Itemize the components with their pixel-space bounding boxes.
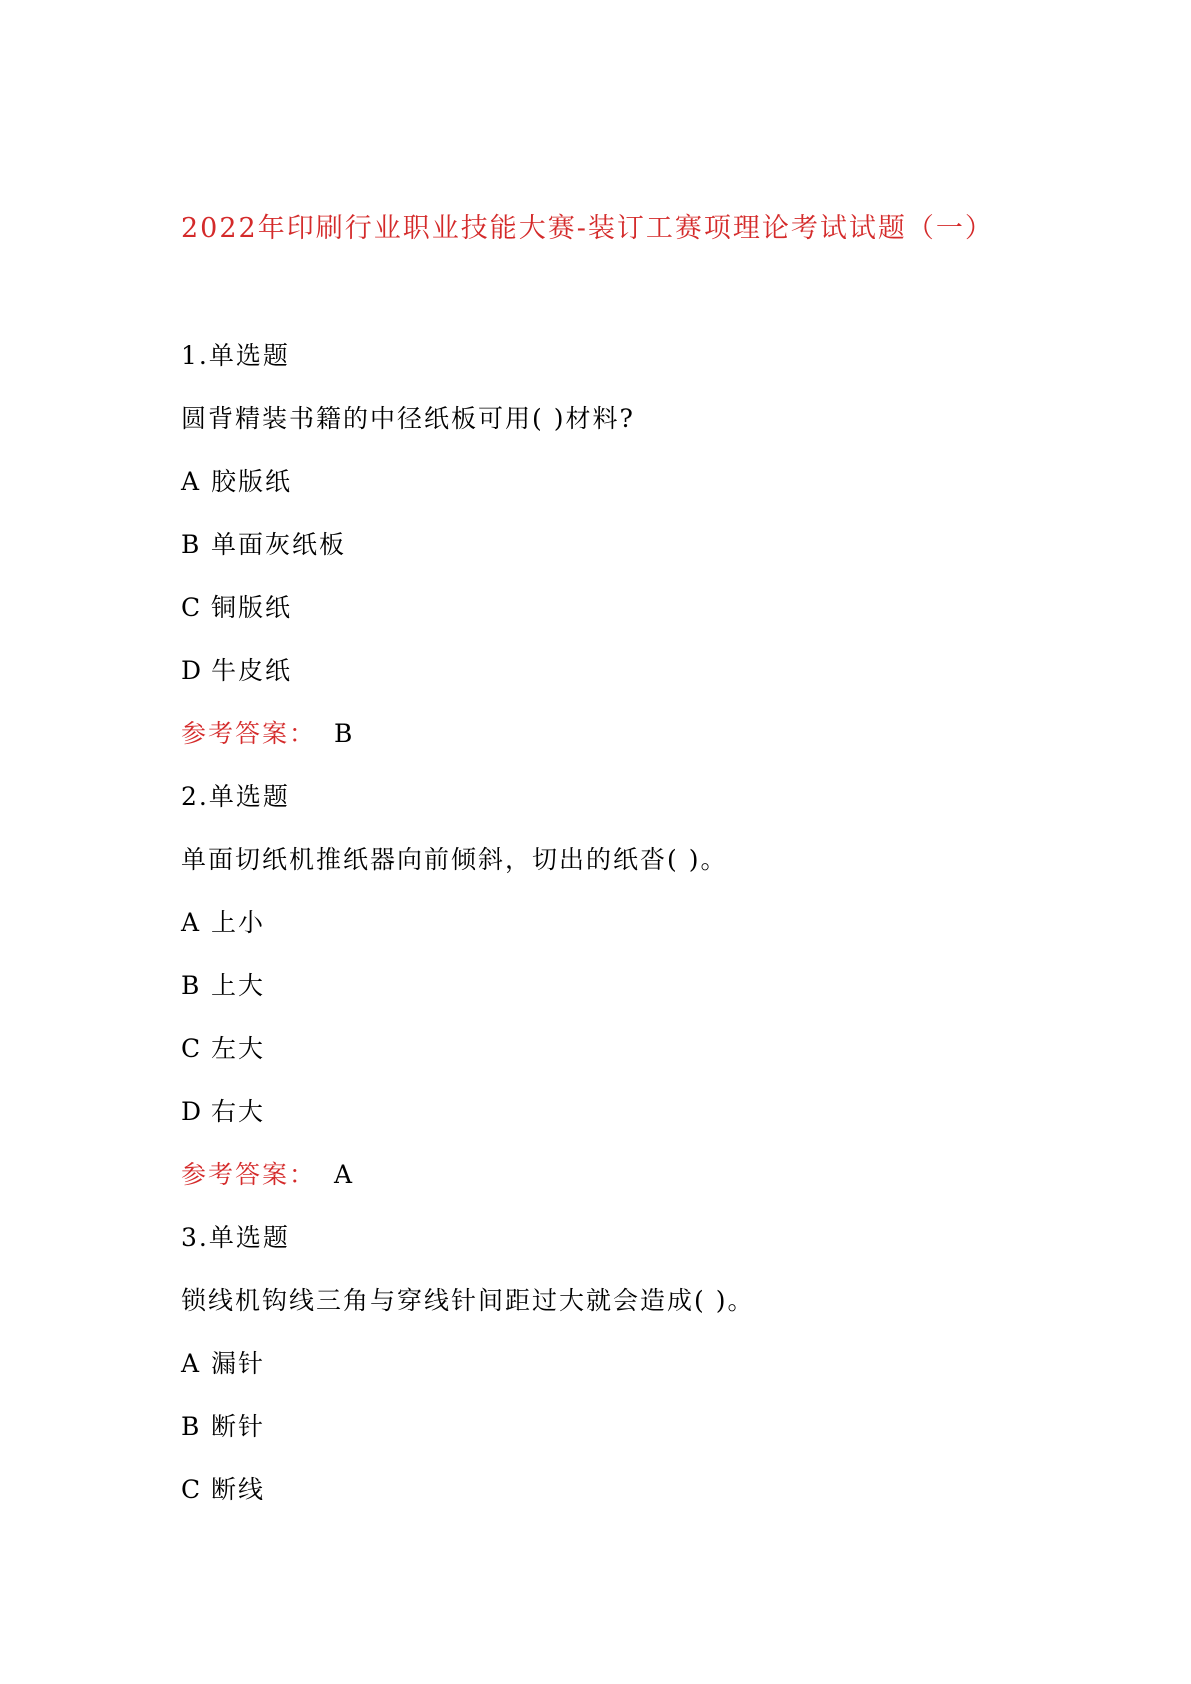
option-b: [181, 969, 1081, 1032]
option-text: 左大: [211, 1034, 266, 1063]
option-letter: A: [181, 908, 202, 937]
question-stem: 圆背精装书籍的中径纸板可用( )材料?: [181, 404, 635, 433]
question-stem: 单面切纸机推纸器向前倾斜，切出的纸沓( )。: [181, 845, 728, 874]
option-letter: B: [181, 530, 202, 559]
option-c: [181, 1032, 1081, 1095]
option-letter: D: [181, 1097, 204, 1126]
option-letter: B: [181, 971, 202, 1000]
answer-line: [181, 717, 1081, 780]
option-text: 牛皮纸: [211, 656, 293, 685]
option-text: 上大: [211, 971, 266, 1000]
option-letter: A: [181, 1349, 202, 1378]
question-type: 3.单选题: [181, 1223, 290, 1252]
document-title: 2022年印刷行业职业技能大赛-装订工赛项理论考试试题（一）: [181, 213, 994, 244]
option-b: [181, 1410, 1081, 1473]
question-3: [181, 1221, 1081, 1536]
option-text: 上小: [211, 908, 266, 937]
question-stem: 锁线机钩线三角与穿线针间距过大就会造成( )。: [181, 1286, 755, 1315]
question-list: [181, 339, 1081, 1536]
option-a: [181, 1347, 1081, 1410]
option-letter: D: [181, 656, 204, 685]
answer-label: 参考答案：: [181, 1160, 317, 1189]
question-1: [181, 339, 1081, 780]
option-text: 右大: [211, 1097, 266, 1126]
answer-label: 参考答案：: [181, 719, 317, 748]
option-text: 铜版纸: [211, 593, 293, 622]
option-text: 漏针: [211, 1349, 266, 1378]
option-letter: A: [181, 467, 202, 496]
option-text: 断线: [211, 1475, 266, 1504]
option-c: [181, 1473, 1081, 1536]
option-c: [181, 591, 1081, 654]
answer-value: B: [334, 719, 355, 748]
option-letter: C: [181, 1034, 203, 1063]
question-2: [181, 780, 1081, 1221]
option-text: 胶版纸: [211, 467, 293, 496]
option-text: 单面灰纸板: [211, 530, 347, 559]
option-letter: B: [181, 1412, 202, 1441]
option-text: 断针: [211, 1412, 266, 1441]
option-letter: C: [181, 593, 203, 622]
option-a: [181, 906, 1081, 969]
question-type: 1.单选题: [181, 341, 290, 370]
question-type: 2.单选题: [181, 782, 290, 811]
option-b: [181, 528, 1081, 591]
answer-value: A: [334, 1160, 355, 1189]
option-d: [181, 654, 1081, 717]
option-d: [181, 1095, 1081, 1158]
option-a: [181, 465, 1081, 528]
answer-line: [181, 1158, 1081, 1221]
option-letter: C: [181, 1475, 203, 1504]
